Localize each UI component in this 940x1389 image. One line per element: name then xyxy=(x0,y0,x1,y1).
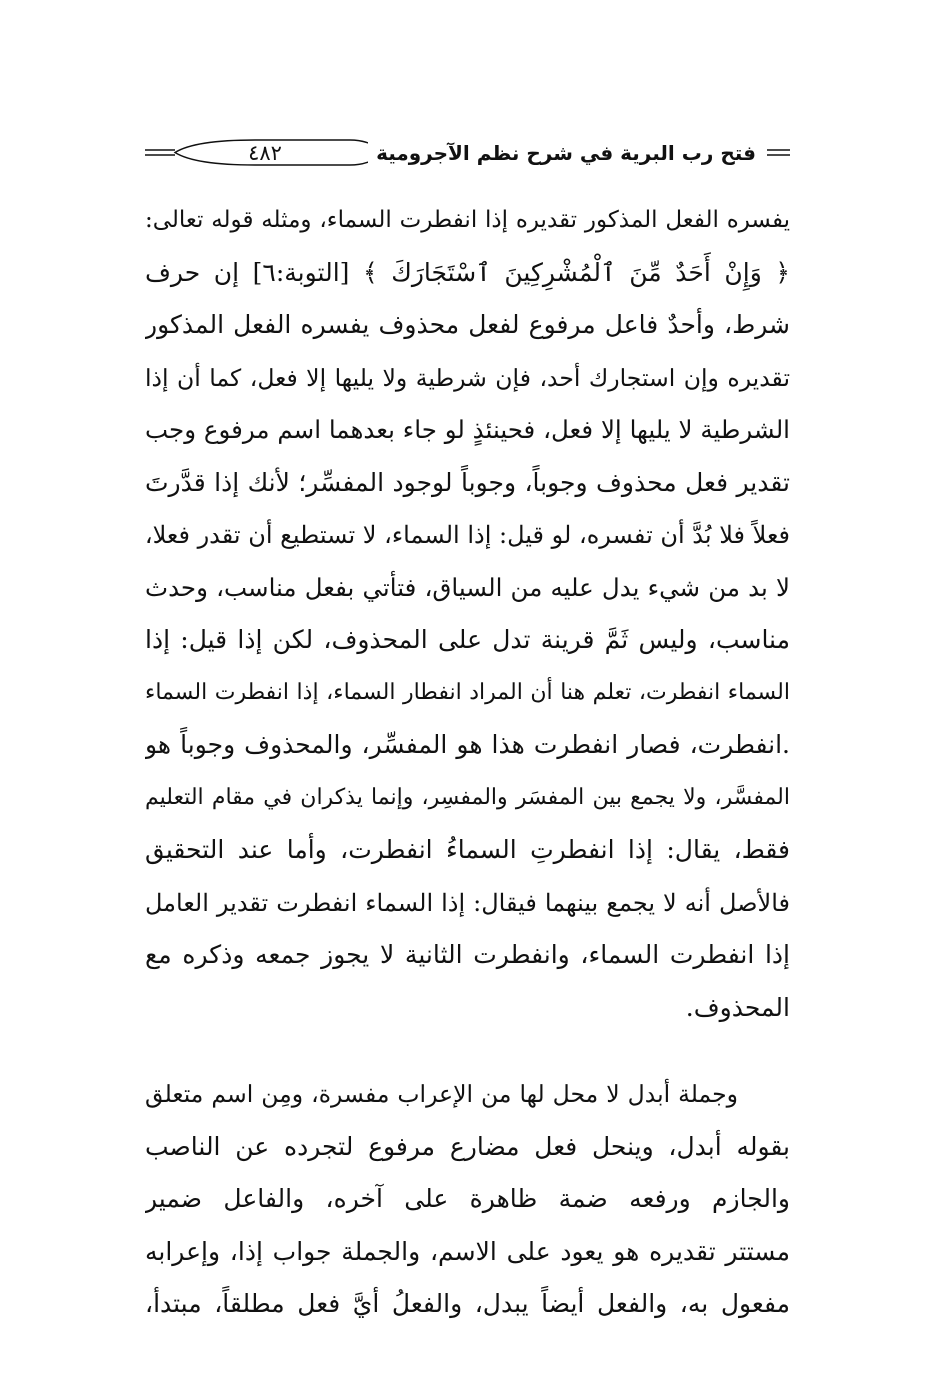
text-line: المحذوف. xyxy=(685,992,790,1022)
text-line: وجملة أبدل لا محل لها من الإعراب مفسرة، ومِن اسم متعلق xyxy=(145,1080,738,1108)
page-header xyxy=(145,136,790,172)
page-number: ٤٨٢ xyxy=(248,141,282,165)
text-line: إذا انفطرت السماء، وانفطرت الثانية لا يجوز جمعه وذكره مع xyxy=(145,940,790,969)
text-line: مناسب، وليس ثَمَّ قرينة تدل على المحذوف، لكن إذا قيل: إذا xyxy=(145,625,790,654)
body-text xyxy=(145,194,790,1331)
text-line: .انفطرت، فصار انفطرت هذا هو المفسِّر، والمحذوف وجوباً هو xyxy=(145,730,790,759)
text-line: فعلاً فلا بُدَّ أن تفسره، لو قيل: إذا السماء، لا تستطيع أن تقدر فعلا، xyxy=(145,521,790,549)
text-line: يفسره الفعل المذكور تقديره إذا انفطرت السماء، ومثله قوله تعالى: xyxy=(145,207,790,233)
text-line: فقط، يقال: إذا انفطرتِ السماءُ انفطرت، وأما عند التحقيق xyxy=(145,835,790,864)
text-line: لا بد من شيء يدل عليه من السياق، فتأتي بفعل مناسب، وحدث xyxy=(145,572,790,602)
text-line: السماء انفطرت، تعلم هنا أن المراد انفطار السماء، إذا انفطرت السماء xyxy=(145,679,790,705)
paragraph xyxy=(145,194,790,1034)
text-line: والجازم ورفعه ضمة ظاهرة على آخره، والفاعل ضمير xyxy=(145,1184,790,1213)
paragraph-gap xyxy=(145,1034,790,1068)
text-line: مفعول به، والفعل أيضاً يبدل، والفعلُ أيَّ فعل مطلقاً، مبتدأ، xyxy=(145,1289,790,1318)
text-line: شرط، وأحدٌ فاعل مرفوع لفعل محذوف يفسره الفعل المذكور xyxy=(145,310,790,339)
text-line: مستتر تقديره هو يعود على الاسم، والجملة جواب إذا، وإعرابه xyxy=(145,1236,790,1266)
text-line: تقديره وإن استجارك أحد، فإن شرطية ولا يليها إلا فعل، كما أن إذا xyxy=(145,363,790,392)
text-line: بقوله أبدل، وينحل فعل مضارع مرفوع لتجرده عن الناصب xyxy=(145,1131,790,1161)
text-line: تقدير فعل محذوف وجوباً، وجوباً لوجود المفسِّر؛ لأنك إذا قدَّرتَ xyxy=(145,467,790,497)
text-line-quran-verse: ﴿ وَإِنْ أَحَدٌ مِّنَ ٱلْمُشْرِكِينَ ٱسْتَجَارَكَ ﴾ [التوبة:٦] إن حرف xyxy=(145,257,790,287)
text-line: فالأصل أنه لا يجمع بينهما فيقال: إذا السماء انفطرت تقدير العامل xyxy=(145,888,790,917)
text-line: المفسَّر، ولا يجمع بين المفسَر والمفسِر، وإنما يذكران في مقام التعليم xyxy=(145,784,790,810)
book-title: فتح رب البرية في شرح نظم الآجرومية xyxy=(368,140,764,166)
paragraph xyxy=(145,1068,790,1331)
text-line: الشرطية لا يليها إلا فعل، فحينئذٍ لو جاء بعدهما اسم مرفوع وجب xyxy=(145,415,790,444)
